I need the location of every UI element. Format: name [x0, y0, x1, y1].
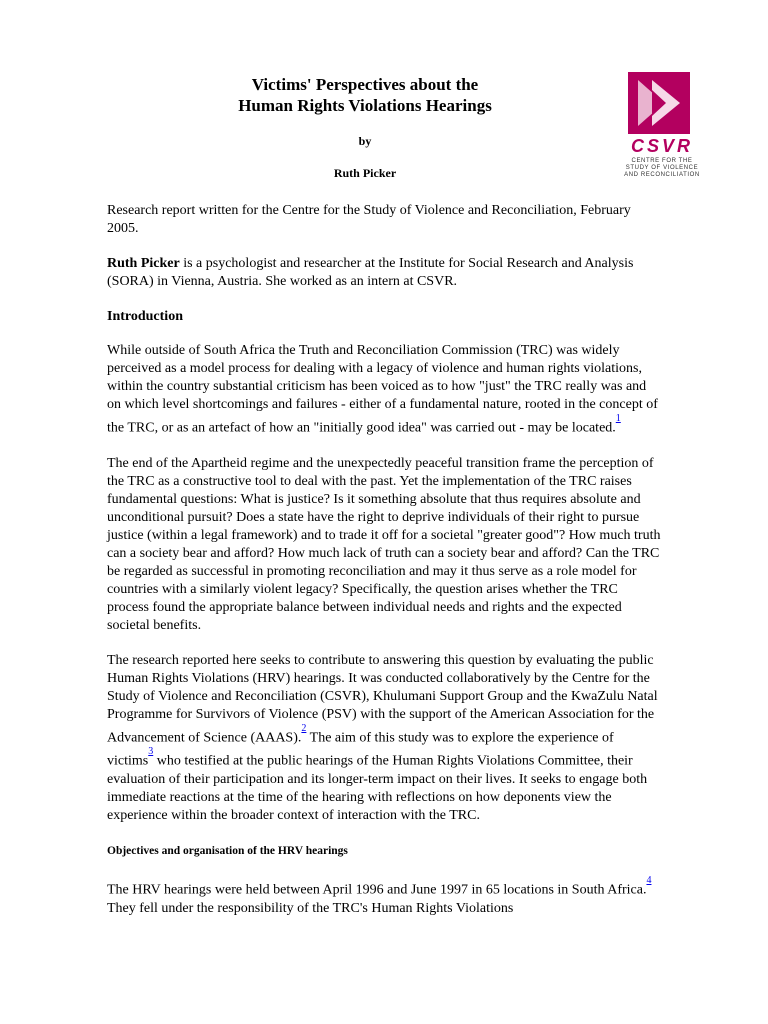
paragraph-4-text-a: The HRV hearings were held between April 1996 and June 1997 in 65 locations in South Africa.	[107, 882, 647, 898]
author-bio-name: Ruth Picker	[107, 256, 180, 271]
paragraph-3	[107, 652, 663, 825]
footnote-link-1[interactable]: 1	[615, 413, 621, 425]
paragraph-1-text: While outside of South Africa the Truth and Reconciliation Commission (TRC) was widely perceived as a model process for dealing with a legacy of violence and human rights violations, within the country substantial criticism has been voiced as to how "just" the TRC really was and on which level shortcomings and failures - either of a fundamental nature, rooted in the concept of the TRC, or as an artefact of how an "initially good idea" was carried out - may be located.	[107, 343, 658, 436]
report-note: Research report written for the Centre for the Study of Violence and Reconciliation, February 2005.	[107, 203, 631, 236]
title-line-2: Human Rights Violations Hearings	[238, 96, 492, 115]
paragraph-1	[107, 342, 663, 438]
paragraph-4	[107, 876, 663, 918]
footnote-link-2[interactable]: 2	[301, 722, 307, 734]
paragraph-3-text-a: The research reported here seeks to contribute to answering this question by evaluating the public Human Rights Violations (HRV) hearings. It was conducted collaboratively by the Centre for the Study of Violence and Reconciliation (CSVR), Khulumani Support Group and the KwaZulu Natal Programme for Survivors of Violence (PSV) with the support of the American Association for the Advancement of Science (AAAS).	[107, 652, 658, 746]
paragraph-4-text-b: They fell under the responsibility of the TRC's Human Rights Violations	[107, 900, 514, 916]
byline-by: by	[358, 134, 372, 148]
paragraph-3-text-b: The aim of this study was to explore the experience of victims	[107, 730, 614, 769]
footnote-link-3[interactable]: 3	[148, 746, 154, 758]
csvr-logo	[620, 70, 702, 190]
byline-author: Ruth Picker	[333, 166, 397, 180]
author-bio-text: is a psychologist and researcher at the Institute for Social Research and Analysis (SORA) in Vienna, Austria. She worked as an intern at CSVR.	[107, 256, 634, 289]
paragraph-2: The end of the Apartheid regime and the unexpectedly peaceful transition frame the perception of the TRC as a constructive tool to deal with the past. Yet the implementation of the TRC raises fundamental questions: What is justice? Is it something absolute that thus requires absolute and unconditional pursuit? Does a state have the right to deprive individuals of their right to pursue justice (within a legal framework) and to trade it off for a societal "greater good"? How much truth can a society bear and afford? How much lack of truth can a society bear and afford? Can the TRC be regarded as successful in promoting reconciliation and may it thus serve as a role model for countries with a similarly violent legacy? Specifically, the question arises whether the TRC process found the appropriate balance between individual needs and rights and the expected societal benefits.	[107, 455, 661, 633]
paragraph-3-text-c: who testified at the public hearings of the Human Rights Violations Committee, their evaluation of their participation and its longer-term impact on their lives. It seeks to engage both immediate reactions at the time of the hearing with reflections on how deponents view the experience within the broader context of interaction with the TRC.	[107, 753, 648, 823]
document-body	[107, 202, 663, 935]
document-title	[180, 74, 550, 116]
title-line-1: Victims' Perspectives about the	[251, 75, 479, 94]
introduction-heading: Introduction	[107, 309, 183, 324]
logo-subtitle: CENTRE FOR THE STUDY OF VIOLENCE AND RECONCILIATION	[624, 158, 700, 178]
footnote-link-4[interactable]: 4	[646, 875, 652, 887]
csvr-logo-mark-icon	[628, 72, 690, 134]
logo-letters: CSVR	[630, 136, 693, 156]
objectives-heading: Objectives and organisation of the HRV hearings	[107, 844, 348, 857]
author-bio	[107, 255, 663, 291]
